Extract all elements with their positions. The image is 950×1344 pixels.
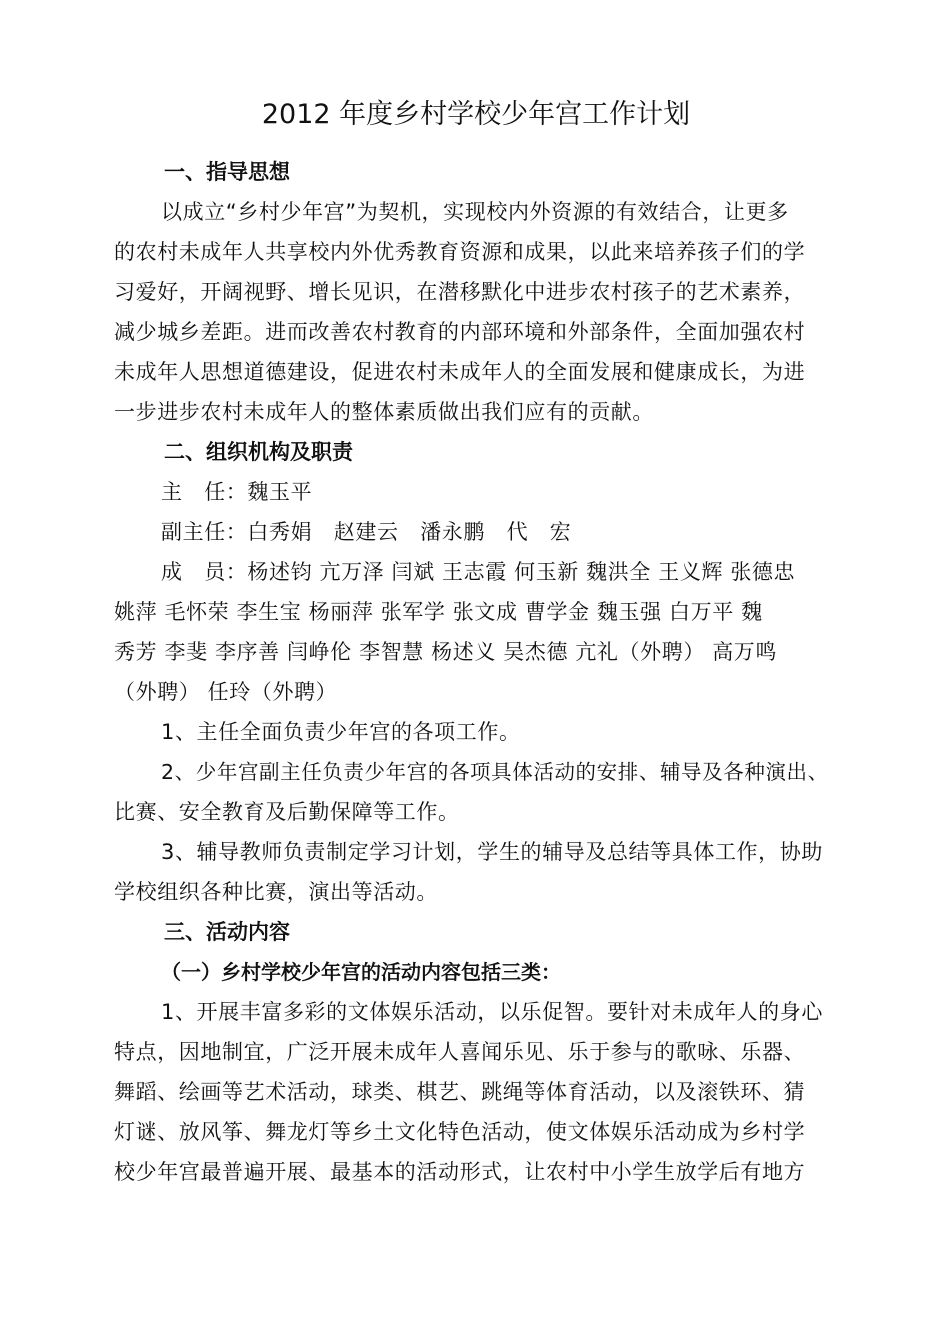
duty-line: 学校组织各种比赛，演出等活动。 [114, 880, 438, 904]
paragraph-line: 1、开展丰富多彩的文体娱乐活动，以乐促智。要针对未成年人的身心 [161, 1000, 823, 1024]
paragraph-line: 习爱好，开阔视野、增长见识，在潜移默化中进步农村孩子的艺术素养， [114, 280, 806, 304]
paragraph-line: 未成年人思想道德建设，促进农村未成年人的全面发展和健康成长，为进 [114, 360, 806, 384]
paragraph-line: 特点，因地制宜，广泛开展未成年人喜闻乐见、乐于参与的歌咏、乐器、 [114, 1040, 806, 1064]
duty-line: 3、辅导教师负责制定学习计划，学生的辅导及总结等具体工作，协助 [161, 840, 823, 864]
members-line: 姚萍 毛怀荣 李生宝 杨丽萍 张军学 张文成 曹学金 魏玉强 白万平 魏 [114, 600, 763, 624]
deputy-line: 副主任：白秀娟 赵建云 潘永鹏 代 宏 [161, 520, 572, 544]
duty-line: 2、少年宫副主任负责少年宫的各项具体活动的安排、辅导及各种演出、 [161, 760, 829, 784]
paragraph-line: 灯谜、放风筝、舞龙灯等乡土文化特色活动，使文体娱乐活动成为乡村学 [114, 1120, 806, 1144]
section-heading-organization: 二、组织机构及职责 [164, 440, 353, 464]
director-line: 主 任：魏玉平 [161, 480, 313, 504]
paragraph-line: 以成立“乡村少年宫”为契机，实现校内外资源的有效结合，让更多 [161, 200, 789, 224]
paragraph-line: 减少城乡差距。进而改善农村教育的内部环境和外部条件，全面加强农村 [114, 320, 806, 344]
document-title: 2012 年度乡村学校少年宫工作计划 [261, 99, 691, 130]
duty-line: 1、主任全面负责少年宫的各项工作。 [161, 720, 521, 744]
duty-line: 比赛、安全教育及后勤保障等工作。 [114, 800, 460, 824]
paragraph-line: 舞蹈、绘画等艺术活动，球类、棋艺、跳绳等体育活动，以及滚铁环、猜 [114, 1080, 806, 1104]
sub-heading: （一）乡村学校少年宫的活动内容包括三类： [161, 960, 561, 984]
members-line: 成 员：杨述钧 亢万泽 闫斌 王志霞 何玉新 魏洪全 王义辉 张德忠 [161, 560, 796, 584]
members-line: 秀芳 李斐 李序善 闫峥伦 李智慧 杨述义 吴杰德 亢礼（外聘） 高万鸣 [114, 640, 777, 664]
paragraph-line: 校少年宫最普遍开展、最基本的活动形式，让农村中小学生放学后有地方 [114, 1160, 806, 1184]
section-heading-guiding-ideology: 一、指导思想 [164, 160, 290, 184]
paragraph-line: 一步进步农村未成年人的整体素质做出我们应有的贡献。 [114, 400, 654, 424]
section-heading-activities: 三、活动内容 [164, 920, 290, 944]
members-line: （外聘） 任玲（外聘） [114, 680, 338, 704]
document-page [114, 86, 838, 1192]
paragraph-line: 的农村未成年人共享校内外优秀教育资源和成果，以此来培养孩子们的学 [114, 240, 806, 264]
